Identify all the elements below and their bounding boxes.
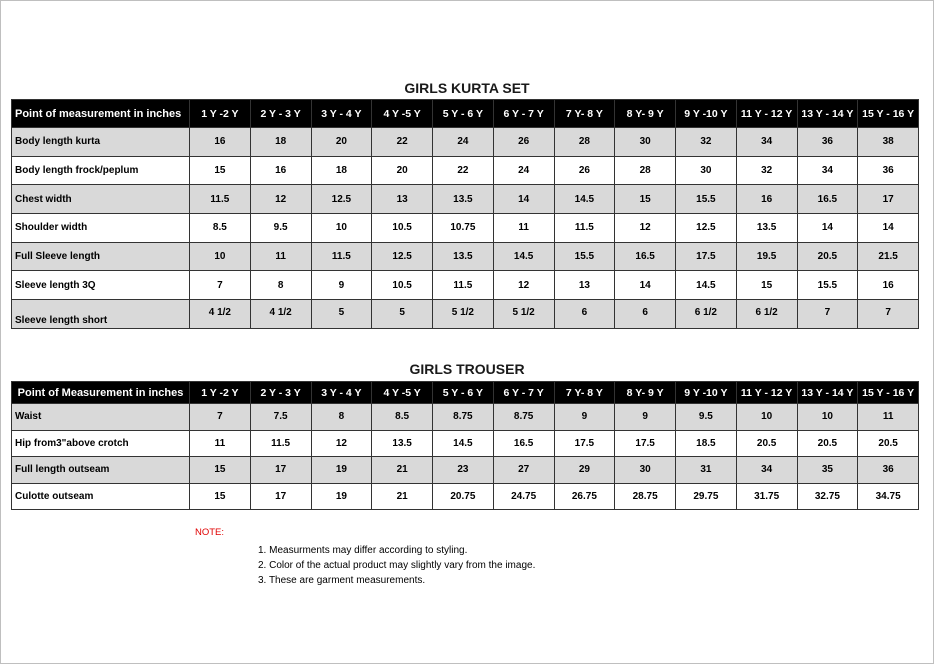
size-header: 9 Y -10 Y: [676, 382, 737, 404]
measurement-cell: 26: [554, 156, 615, 185]
note-item: 2. Color of the actual product may slightly vary from the image.: [258, 560, 536, 571]
row-label: Chest width: [12, 185, 190, 214]
size-header: 3 Y - 4 Y: [311, 382, 372, 404]
measurement-cell: 18: [250, 128, 311, 157]
measurement-cell: 36: [858, 156, 919, 185]
size-header: 6 Y - 7 Y: [493, 100, 554, 128]
row-label: Waist: [12, 404, 190, 431]
row-label: Shoulder width: [12, 214, 190, 243]
measurement-cell: 12: [493, 271, 554, 300]
measurement-cell: 14: [797, 214, 858, 243]
measurement-cell: 5: [372, 300, 433, 329]
header-label: Point of Measurement in inches: [12, 382, 190, 404]
measurement-cell: 17: [250, 483, 311, 510]
measurement-cell: 27: [493, 457, 554, 484]
size-header: 4 Y -5 Y: [372, 382, 433, 404]
size-header: 11 Y - 12 Y: [736, 100, 797, 128]
measurement-cell: 18: [311, 156, 372, 185]
measurement-cell: 9: [554, 404, 615, 431]
notes-list: [258, 543, 535, 588]
measurement-cell: 10.75: [433, 214, 494, 243]
measurement-cell: 12: [311, 430, 372, 457]
table-row: [12, 483, 919, 510]
table-row: [12, 300, 919, 329]
measurement-cell: 6 1/2: [676, 300, 737, 329]
measurement-cell: 11.5: [190, 185, 251, 214]
measurement-cell: 36: [858, 457, 919, 484]
measurement-cell: 15: [736, 271, 797, 300]
measurement-cell: 10: [190, 242, 251, 271]
measurement-cell: 20.5: [797, 430, 858, 457]
measurement-cell: 21: [372, 457, 433, 484]
measurement-cell: 20.5: [858, 430, 919, 457]
measurement-cell: 12: [250, 185, 311, 214]
row-label: Hip from3"above crotch: [12, 430, 190, 457]
table-row: [12, 242, 919, 271]
measurement-cell: 17.5: [676, 242, 737, 271]
note-item: 3. These are garment measurements.: [258, 575, 426, 586]
measurement-cell: 16: [736, 185, 797, 214]
measurement-cell: 34: [736, 457, 797, 484]
size-header: 1 Y -2 Y: [190, 100, 251, 128]
measurement-cell: 23: [433, 457, 494, 484]
measurement-cell: 10.5: [372, 271, 433, 300]
size-header: 11 Y - 12 Y: [736, 382, 797, 404]
measurement-cell: 11.5: [311, 242, 372, 271]
size-header: 5 Y - 6 Y: [433, 382, 494, 404]
measurement-cell: 21.5: [858, 242, 919, 271]
measurement-cell: 30: [676, 156, 737, 185]
measurement-cell: 22: [372, 128, 433, 157]
trouser-title: GIRLS TROUSER: [409, 361, 525, 377]
size-header: 8 Y- 9 Y: [615, 382, 676, 404]
measurement-cell: 17.5: [554, 430, 615, 457]
header-label: Point of measurement in inches: [12, 100, 190, 128]
measurement-cell: 24: [433, 128, 494, 157]
measurement-cell: 6: [615, 300, 676, 329]
measurement-cell: 11: [250, 242, 311, 271]
measurement-cell: 15.5: [554, 242, 615, 271]
size-header: 13 Y - 14 Y: [797, 100, 858, 128]
row-label: Body length frock/peplum: [12, 156, 190, 185]
measurement-cell: 13.5: [736, 214, 797, 243]
measurement-cell: 13: [372, 185, 433, 214]
note-item: 1. Measurments may differ according to styling.: [258, 545, 468, 556]
measurement-cell: 17.5: [615, 430, 676, 457]
measurement-cell: 32: [676, 128, 737, 157]
measurement-cell: 15: [615, 185, 676, 214]
measurement-cell: 9: [311, 271, 372, 300]
measurement-cell: 11.5: [250, 430, 311, 457]
size-header: 15 Y - 16 Y: [858, 382, 919, 404]
measurement-cell: 16: [190, 128, 251, 157]
measurement-cell: 35: [797, 457, 858, 484]
measurement-cell: 14.5: [676, 271, 737, 300]
measurement-cell: 13.5: [433, 242, 494, 271]
measurement-cell: 13.5: [372, 430, 433, 457]
measurement-cell: 36: [797, 128, 858, 157]
row-label: Culotte outseam: [12, 483, 190, 510]
measurement-cell: 7: [190, 271, 251, 300]
note-label: NOTE:: [195, 527, 225, 538]
measurement-cell: 29: [554, 457, 615, 484]
measurement-cell: 7: [858, 300, 919, 329]
row-label: Body length kurta: [12, 128, 190, 157]
size-header: 1 Y -2 Y: [190, 382, 251, 404]
measurement-cell: 8.75: [493, 404, 554, 431]
measurement-cell: 19.5: [736, 242, 797, 271]
measurement-cell: 31.75: [736, 483, 797, 510]
measurement-cell: 13: [554, 271, 615, 300]
size-header: 8 Y- 9 Y: [615, 100, 676, 128]
table-row: [12, 271, 919, 300]
measurement-cell: 6 1/2: [736, 300, 797, 329]
measurement-cell: 7.5: [250, 404, 311, 431]
measurement-cell: 5 1/2: [433, 300, 494, 329]
measurement-cell: 11.5: [433, 271, 494, 300]
measurement-cell: 30: [615, 457, 676, 484]
measurement-cell: 20.5: [736, 430, 797, 457]
kurta-size-table: [11, 99, 919, 329]
kurta-title: GIRLS KURTA SET: [404, 80, 530, 96]
measurement-cell: 38: [858, 128, 919, 157]
trouser-size-table: [11, 381, 919, 510]
measurement-cell: 29.75: [676, 483, 737, 510]
measurement-cell: 15: [190, 483, 251, 510]
measurement-cell: 14: [493, 185, 554, 214]
measurement-cell: 11: [858, 404, 919, 431]
measurement-cell: 15: [190, 156, 251, 185]
measurement-cell: 12.5: [311, 185, 372, 214]
measurement-cell: 19: [311, 457, 372, 484]
measurement-cell: 15: [190, 457, 251, 484]
measurement-cell: 32: [736, 156, 797, 185]
size-header: 4 Y -5 Y: [372, 100, 433, 128]
table-row: [12, 214, 919, 243]
size-header: 2 Y - 3 Y: [250, 382, 311, 404]
measurement-cell: 18.5: [676, 430, 737, 457]
measurement-cell: 6: [554, 300, 615, 329]
size-header: 5 Y - 6 Y: [433, 100, 494, 128]
measurement-cell: 16.5: [797, 185, 858, 214]
measurement-cell: 16.5: [615, 242, 676, 271]
table-row: [12, 128, 919, 157]
table-row: [12, 404, 919, 431]
measurement-cell: 20.5: [797, 242, 858, 271]
row-label: Full Sleeve length: [12, 242, 190, 271]
measurement-cell: 34.75: [858, 483, 919, 510]
measurement-cell: 15.5: [676, 185, 737, 214]
measurement-cell: 8: [311, 404, 372, 431]
measurement-cell: 20.75: [433, 483, 494, 510]
measurement-cell: 19: [311, 483, 372, 510]
measurement-cell: 7: [797, 300, 858, 329]
measurement-cell: 15.5: [797, 271, 858, 300]
measurement-cell: 20: [311, 128, 372, 157]
measurement-cell: 24: [493, 156, 554, 185]
size-header: 2 Y - 3 Y: [250, 100, 311, 128]
size-header: 13 Y - 14 Y: [797, 382, 858, 404]
measurement-cell: 12.5: [372, 242, 433, 271]
size-header: 7 Y- 8 Y: [554, 382, 615, 404]
measurement-cell: 11: [493, 214, 554, 243]
measurement-cell: 17: [858, 185, 919, 214]
measurement-cell: 14.5: [493, 242, 554, 271]
measurement-cell: 14.5: [554, 185, 615, 214]
measurement-cell: 8.5: [372, 404, 433, 431]
measurement-cell: 8: [250, 271, 311, 300]
measurement-cell: 26.75: [554, 483, 615, 510]
measurement-cell: 11: [190, 430, 251, 457]
measurement-cell: 11.5: [554, 214, 615, 243]
row-label: Full length outseam: [12, 457, 190, 484]
measurement-cell: 9.5: [250, 214, 311, 243]
measurement-cell: 20: [372, 156, 433, 185]
measurement-cell: 30: [615, 128, 676, 157]
size-header: 9 Y -10 Y: [676, 100, 737, 128]
measurement-cell: 14: [615, 271, 676, 300]
measurement-cell: 14: [858, 214, 919, 243]
size-header: 7 Y- 8 Y: [554, 100, 615, 128]
measurement-cell: 10: [311, 214, 372, 243]
measurement-cell: 9.5: [676, 404, 737, 431]
measurement-cell: 10: [736, 404, 797, 431]
measurement-cell: 8.5: [190, 214, 251, 243]
measurement-cell: 8.75: [433, 404, 494, 431]
measurement-cell: 21: [372, 483, 433, 510]
measurement-cell: 10.5: [372, 214, 433, 243]
measurement-cell: 13.5: [433, 185, 494, 214]
measurement-cell: 31: [676, 457, 737, 484]
measurement-cell: 5: [311, 300, 372, 329]
measurement-cell: 28: [554, 128, 615, 157]
measurement-cell: 7: [190, 404, 251, 431]
measurement-cell: 16.5: [493, 430, 554, 457]
measurement-cell: 12: [615, 214, 676, 243]
table-row: [12, 156, 919, 185]
measurement-cell: 34: [736, 128, 797, 157]
row-label: Sleeve length 3Q: [12, 271, 190, 300]
measurement-cell: 22: [433, 156, 494, 185]
measurement-cell: 4 1/2: [190, 300, 251, 329]
size-header: 3 Y - 4 Y: [311, 100, 372, 128]
measurement-cell: 12.5: [676, 214, 737, 243]
row-label: Sleeve length short: [12, 300, 190, 329]
table-row: [12, 185, 919, 214]
measurement-cell: 32.75: [797, 483, 858, 510]
measurement-cell: 9: [615, 404, 676, 431]
table-row: [12, 430, 919, 457]
measurement-cell: 16: [250, 156, 311, 185]
measurement-cell: 26: [493, 128, 554, 157]
measurement-cell: 5 1/2: [493, 300, 554, 329]
measurement-cell: 28.75: [615, 483, 676, 510]
size-header: 6 Y - 7 Y: [493, 382, 554, 404]
table-row: [12, 457, 919, 484]
measurement-cell: 16: [858, 271, 919, 300]
measurement-cell: 34: [797, 156, 858, 185]
measurement-cell: 10: [797, 404, 858, 431]
measurement-cell: 24.75: [493, 483, 554, 510]
measurement-cell: 28: [615, 156, 676, 185]
measurement-cell: 4 1/2: [250, 300, 311, 329]
measurement-cell: 14.5: [433, 430, 494, 457]
measurement-cell: 17: [250, 457, 311, 484]
size-header: 15 Y - 16 Y: [858, 100, 919, 128]
